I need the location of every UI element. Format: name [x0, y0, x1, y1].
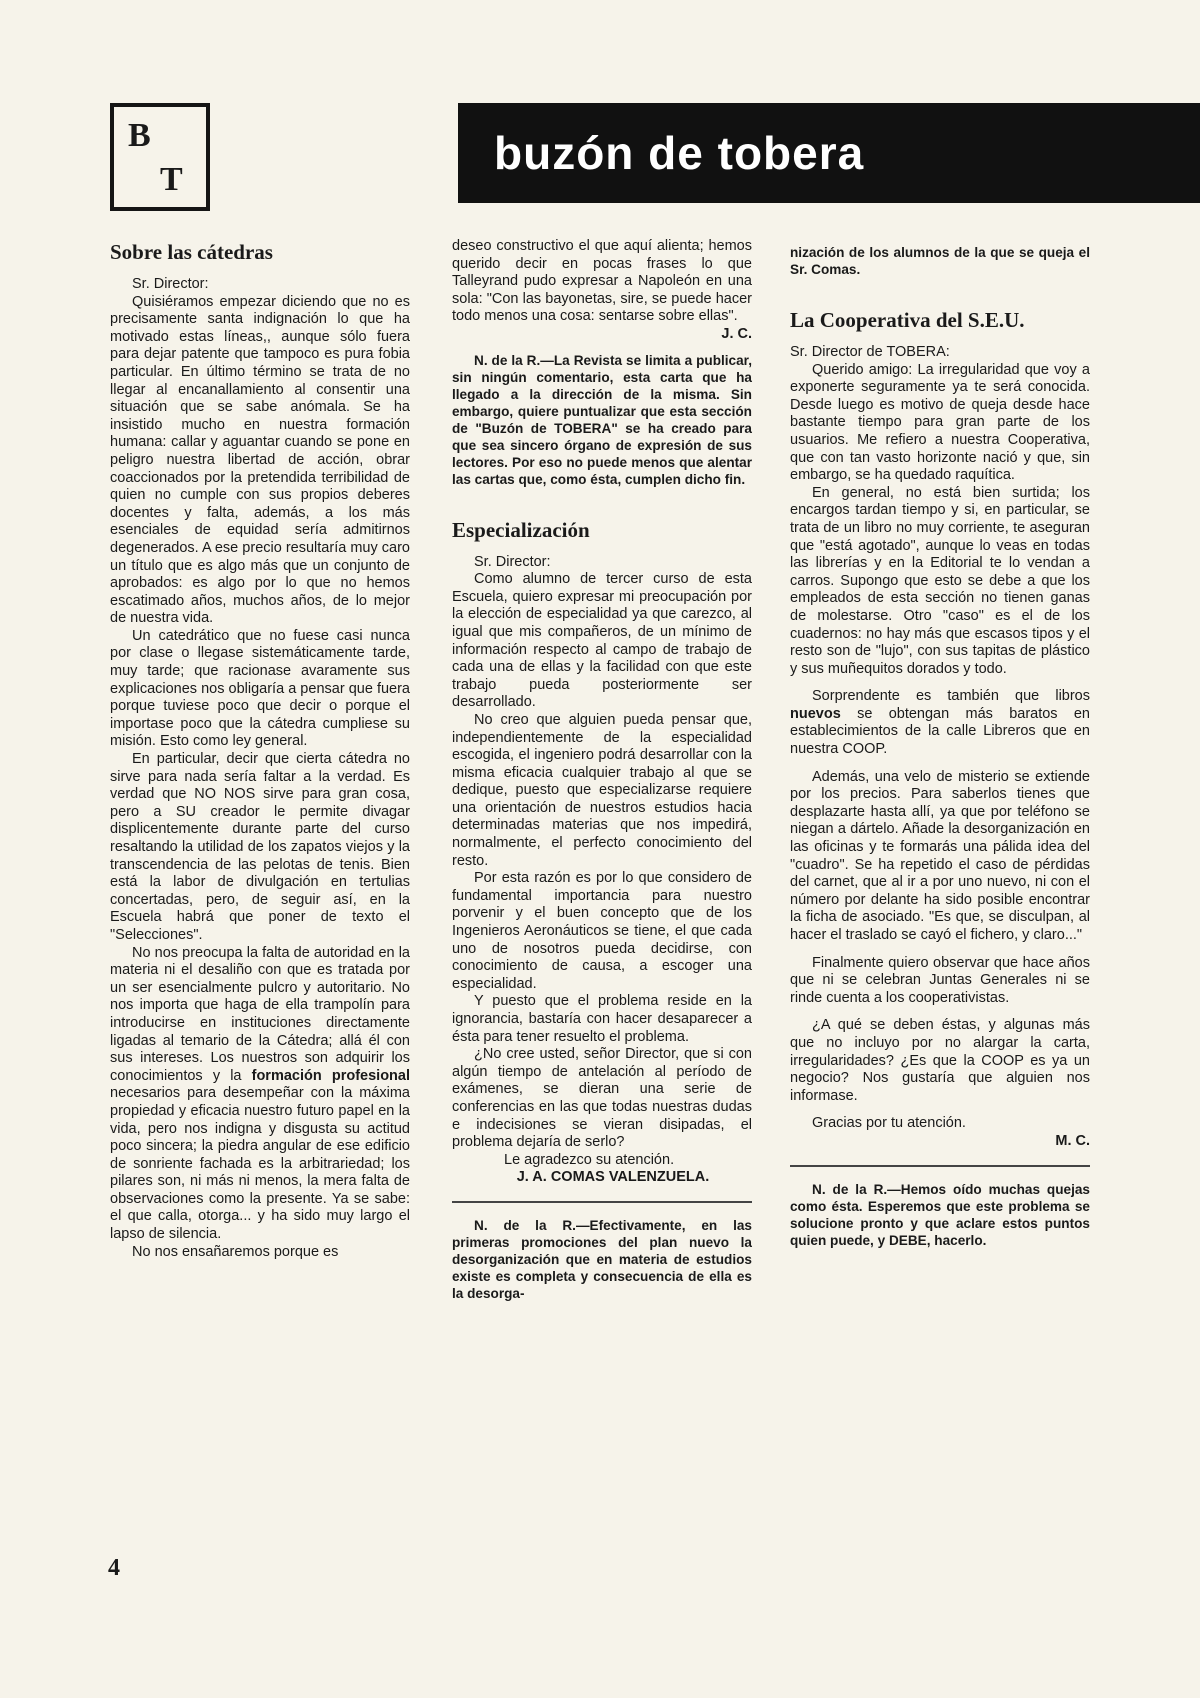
- letter3-paragraph-text: se obtengan más baratos en establecimientos de la calle Libreros que en nuestra COOP.: [790, 705, 1090, 758]
- letter1-paragraph: Quisiéramos empezar diciendo que no es precisamente santa indignación lo que ha motivado estas líneas,, aunque sólo fuera para dejar patente que tampoco es pura fobia particular. En último término se trata de no llegar al encanallamiento al consentir una situación que se sabe anómala. Se ha insistido mucho en nuestra formación humana: callar y aguantar cuando se pone en peligro nuestra libertad de acción, obrar coaccionados por la pretendida terribilidad de quien no cumple con sus propios deberes docentes y falta, además, a los más esenciales de equidad sería admitirnos degenerados. A ese precio resultaría muy caro un título que es algo más que un conjunto de aprobados: es algo por lo que no hemos escatimado años, muchos años, de lo mejor de nuestra vida.: [110, 293, 410, 627]
- page-number: 4: [108, 1555, 120, 1581]
- logo-letter-b: B: [128, 117, 151, 154]
- letter1-paragraph: Un catedrático que no fuese casi nunca por clase o llegase sistemáticamente tarde, muy tarde; que racionase avaramente sus explicaciones nos obligaría a pensar que fuera porque tuviese poco que decir o porque el importase poco que la cátedra cumpliese su misión. Esto como ley general.: [110, 627, 410, 750]
- letter2-closing: Le agradezco su atención.: [504, 1151, 675, 1168]
- letter2-paragraph: ¿No cree usted, señor Director, que si con algún tiempo de antelación al período de exámenes, se dieran una serie de conferencias en las que todas nuestras dudas e indecisiones se vieran disipadas, el problema dejaría de serlo?: [452, 1046, 752, 1151]
- letter1-paragraph: No nos ensañaremos porque es: [132, 1243, 339, 1260]
- letter1-continuation: deseo constructivo el que aquí alienta; hemos querido decir en pocas frases lo que Talleyrand pudo expresar a Napoleón en una sola: "Con las bayonetas, sire, se puede hacer todo menos una cosa: sentarse sobre ellas".: [452, 238, 752, 325]
- letter2-paragraph: Y puesto que el problema reside en la ignorancia, bastaría con hacer desaparecer a ésta para tener resuelto el problema.: [452, 993, 752, 1045]
- letter3-paragraph: Además, una velo de misterio se extiende por los precios. Para saberlos tienes que desplazarte hasta allí, ya que por teléfono se niegan a dártelo. Añade la desorganización en las oficinas y te formarás una pálida idea del "cuadro". Se ha repetido el caso de pérdidas del carnet, que al ir a por uno nuevo, ni con el número por delante ha sido posible encontrar la ficha de asociado. "Es que, se disculpan, al hacer el traslado se cayó el fichero, y claro...": [790, 768, 1090, 943]
- letter3-heading: La Cooperativa del S.E.U.: [790, 308, 1025, 332]
- editor-note-2-continued: [790, 244, 1090, 278]
- editor-note-2-text: nización de los alumnos de la que se queja el Sr. Comas.: [790, 245, 1090, 277]
- letter3-salutation: Sr. Director de TOBERA:: [790, 344, 950, 360]
- column-3: [790, 244, 1090, 1249]
- column-2: [452, 238, 752, 1302]
- bold-phrase: formación profesional: [251, 1067, 410, 1084]
- letter3-paragraph: Querido amigo: La irregularidad que voy a exponerte seguramente ya te será conocida. Desde luego es motivo de queja desde hace bastante tiempo para gran parte de los usuarios. Me refiero a nuestra Cooperativa, que con tan vasto horizonte nació y que, sin embargo, se ha quedado raquítica.: [790, 361, 1090, 484]
- letter2-paragraph: No creo que alguien pueda pensar que, independientemente de la especialidad escogida, el ingeniero podrá desarrollar con la misma eficacia cualquier trabajo al que se dedique, puesto que especializarse requiere una orientación de nuestros estudios hacia determinadas materias que nos impedirá, normalmente, el perfecto conocimiento del resto.: [452, 711, 752, 869]
- divider: [452, 1201, 752, 1203]
- letter1-paragraph-text: necesarios para desempeñar con la máxima propiedad y eficacia nuestro futuro papel en la vida, pero nos indigna y disgusta su actitud poco sincera; la piedra angular de ese edificio de sonriente fachada es la arbitrariedad; los pilares son, ni más ni menos, la mera falta de observaciones como la presente. Ya se sabe: el que calla, otorga... y ha sido muy largo el lapso de silencia.: [110, 1085, 410, 1243]
- letter1-paragraph-text: No nos preocupa la falta de autoridad en la materia ni el desaliño con que es tratada por un ser esencialmente pulcro y autoritario. No nos importa que haga de ella trampolín para introducirse en instituciones directamente ligadas al temario de la Cátedra; allá él con sus intereses. Los nuestros son adquirir los conocimientos y la: [110, 944, 410, 1084]
- letter2-paragraph: Por esta razón es por lo que considero de fundamental importancia para nuestro porvenir y el buen concepto que de los Ingenieros Aeronáuticos se tiene, el que cada uno de nosotros pueda decidirse, con conocimiento de causa, a escoger una especialidad.: [452, 870, 752, 992]
- letter3-paragraph: Gracias por tu atención.: [812, 1115, 966, 1132]
- column-1: [110, 240, 410, 1261]
- letter1-heading: Sobre las cátedras: [110, 240, 273, 264]
- letter3-paragraph: En general, no está bien surtida; los encargos tardan tiempo y si, en particular, se trata de un libro no muy corriente, te aseguran que "está agotado", aunque lo veas en todas las librerías y en la Editorial te lo vendan a carros. Supongo que esto se debe a que los empleados de esta sección no tienen ganas de molestarse. Otro "caso" es el de los cuadernos: no hay más que escasos tipos y el resto son de "lujo", con sus tapitas de plástico y sus muñequitos dorados y todo.: [790, 484, 1090, 677]
- letter2-paragraph: Como alumno de tercer curso de esta Escuela, quiero expresar mi preocupación por la elección de especialidad ya que carezco, al igual que mis compañeros, de un mínimo de información respecto al campo de trabajo de cada una de ellas y la facilidad con que este trabajo pueda posteriormente ser desarrollado.: [452, 571, 752, 711]
- letter1-signature: J. C.: [721, 325, 752, 342]
- editor-note-3: [790, 1181, 1090, 1249]
- letter3-paragraph-text: Sorprendente es también que libros: [812, 688, 1090, 705]
- letter2-heading: Especialización: [452, 517, 590, 542]
- divider: [790, 1165, 1090, 1167]
- editor-note-2-text: N. de la R.—Efectivamente, en las primeras promociones del plan nuevo la desorganización que en materia de estudios existe es completa y consecuencia de ella es la desorga-: [452, 1217, 752, 1301]
- letter3-paragraph: ¿A qué se deben éstas, y algunas más que no incluyo por no alargar la carta, irregularidades? ¿Es que la COOP es ya un negocio? Nos gustaría que alguien nos informase.: [790, 1017, 1090, 1104]
- section-logo-box: [110, 103, 210, 211]
- letter3-signature: M. C.: [1055, 1132, 1090, 1149]
- letter3-paragraph: Finalmente quiero observar que hace años que ni se celebran Juntas Generales ni se rinde cuenta a los cooperativistas.: [790, 954, 1090, 1006]
- letter1-paragraph: En particular, decir que cierta cátedra no sirve para nada sería faltar a la verdad. Es verdad que NO NOS sirve para gran cosa, pero a SU creador le permite divagar displicentemente durante parte del curso resaltando la utilidad de los zapatos viejos y la transcendencia de las pelotas de tenis. Bien está la labor de divulgación en tertulias concertadas, pero, de seguir así, en la Escuela habrá que poner de texto el "Selecciones".: [110, 751, 410, 943]
- editor-note-1-text: N. de la R.—La Revista se limita a publicar, sin ningún comentario, esta carta que ha llegado a la dirección de la misma. Sin embargo, quiere puntualizar que esta sección de "Buzón de TOBERA" se ha creado para que sea sincero órgano de expresión de sus lectores. Por eso no puede menos que alentar las cartas que, como ésta, cumplen dicho fin.: [452, 352, 752, 487]
- bold-word: nuevos: [790, 705, 841, 722]
- letter1-salutation: Sr. Director:: [132, 276, 209, 292]
- logo-letter-t: T: [160, 161, 183, 198]
- letter2-salutation: Sr. Director:: [474, 553, 551, 570]
- section-title-banner: buzón de tobera: [458, 103, 1200, 203]
- editor-note-2: [452, 1217, 752, 1302]
- editor-note-1: [452, 352, 752, 488]
- letter3-paragraph: [790, 688, 1090, 758]
- letter2-signature: J. A. COMAS VALENZUELA.: [516, 1169, 710, 1186]
- letter1-paragraph: [110, 945, 410, 1244]
- editor-note-3-text: N. de la R.—Hemos oído muchas quejas como ésta. Esperemos que este problema se solucione pronto y que aclare estos puntos quien puede, y DEBE, hacerlo.: [790, 1181, 1090, 1248]
